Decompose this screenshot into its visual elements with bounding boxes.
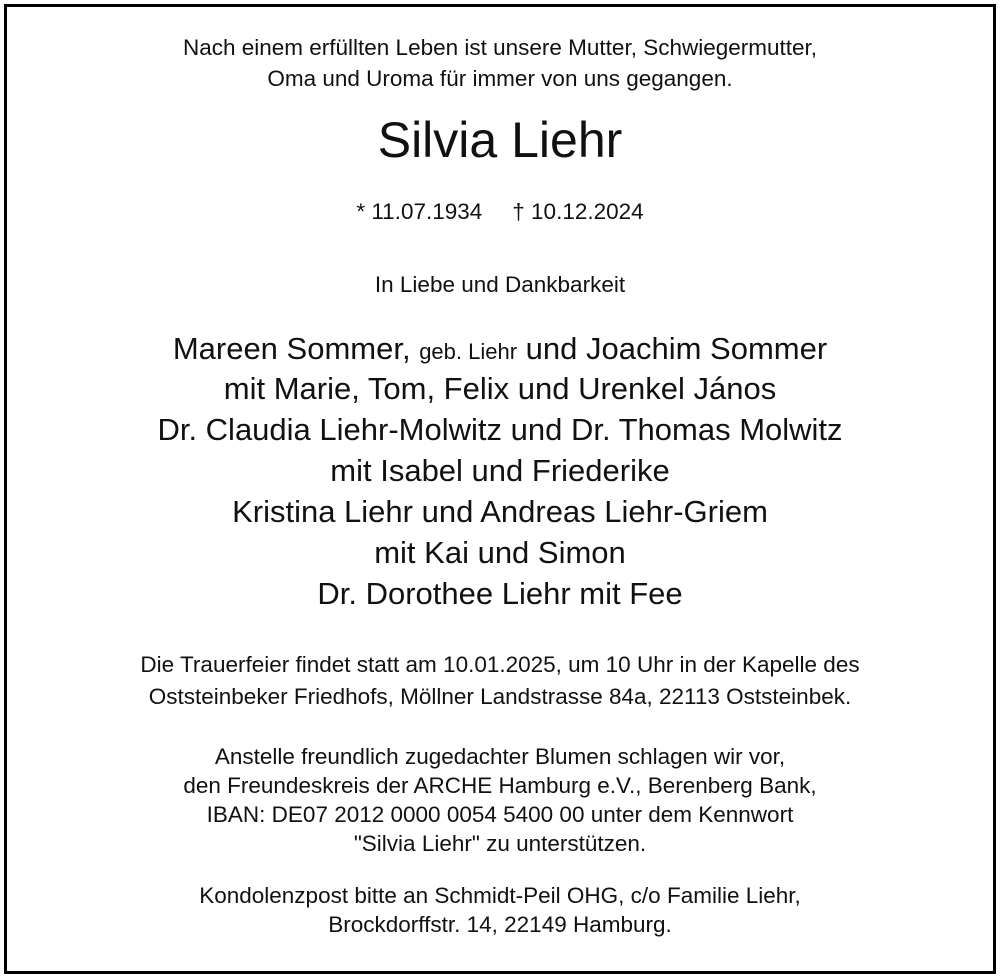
donation-line-3: IBAN: DE07 2012 0000 0054 5400 00 unter dem Kennwort (206, 802, 794, 827)
funeral-line-2: Oststeinbeker Friedhofs, Möllner Landstrasse 84a, 22113 Oststeinbek. (148, 684, 852, 709)
life-dates (7, 199, 993, 225)
donation-line-1: Anstelle freundlich zugedachter Blumen schlagen wir vor, (214, 744, 786, 769)
condolence-line-2: Brockdorffstr. 14, 22149 Hamburg. (328, 912, 672, 937)
obituary-notice (4, 4, 996, 974)
funeral-line-1: Die Trauerfeier findet statt am 10.01.2025, um 10 Uhr in der Kapelle des (140, 652, 860, 677)
intro-line-2: Oma und Uroma für immer von uns gegangen. (267, 66, 733, 91)
deceased-name: Silvia Liehr (377, 112, 623, 168)
family-line-1-spouse: und Joachim Sommer (517, 331, 828, 366)
family-line-7: Dr. Dorothee Liehr mit Fee (317, 576, 683, 611)
family-line-6: mit Kai und Simon (374, 535, 626, 570)
intro-line-1: Nach einem erfüllten Leben ist unsere Mutter, Schwiegermutter, (182, 35, 818, 60)
family-line-5: Kristina Liehr und Andreas Liehr-Griem (232, 494, 768, 529)
family-line-1-names: Mareen Sommer, (172, 331, 420, 366)
birth-date: * 11.07.1934 (356, 199, 483, 224)
death-date: † 10.12.2024 (512, 199, 644, 224)
family-line-3: Dr. Claudia Liehr-Molwitz und Dr. Thomas Molwitz (157, 412, 843, 447)
donation-line-2: den Freundeskreis der ARCHE Hamburg e.V., Berenberg Bank, (183, 773, 817, 798)
donation-line-4: "Silvia Liehr" zu unterstützen. (353, 831, 647, 856)
family-line-2: mit Marie, Tom, Felix und Urenkel János (223, 371, 777, 406)
family-line-4: mit Isabel und Friederike (330, 453, 670, 488)
thanks-line: In Liebe und Dankbarkeit (374, 272, 626, 297)
family-line-1 (7, 331, 993, 367)
maiden-name-note: geb. Liehr (419, 339, 518, 364)
condolence-line-1: Kondolenzpost bitte an Schmidt-Peil OHG, c/o Familie Liehr, (199, 883, 801, 908)
